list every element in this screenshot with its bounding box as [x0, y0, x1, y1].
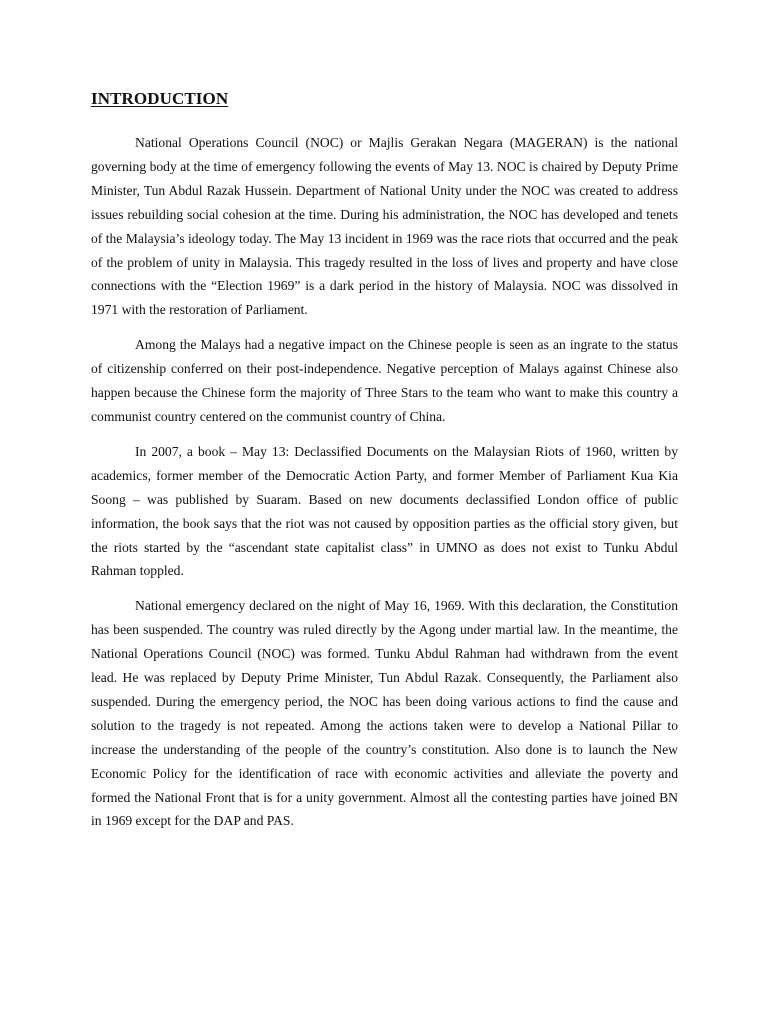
paragraph-malay-perception: Among the Malays had a negative impact on the Chinese people is seen as an ingrate to the status of citizenship conferred on their post-independence. Negative perception of Malays against Chinese also happen because the Chinese form the majority of Three Stars to the team who want to make this country a communist country centered on the communist country of China.: [91, 337, 678, 424]
paragraph-noc-overview: National Operations Council (NOC) or Majlis Gerakan Negara (MAGERAN) is the national governing body at the time of emergency following the events of May 13. NOC is chaired by Deputy Prime Minister, Tun Abdul Razak Hussein. Department of National Unity under the NOC was created to address issues rebuilding social cohesion at the time. During his administration, the NOC has developed and tenets of the Malaysia’s ideology today. The May 13 incident in 1969 was the race riots that occurred and the peak of the problem of unity in Malaysia. This tragedy resulted in the loss of lives and property and have close connections with the “Election 1969” is a dark period in the history of Malaysia. NOC was dissolved in 1971 with the restoration of Parliament.: [91, 135, 678, 318]
body-text: [91, 131, 678, 844]
paragraph-declassified-book: In 2007, a book – May 13: Declassified Documents on the Malaysian Riots of 1960, written by academics, former member of the Democratic Action Party, and former Member of Parliament Kua Kia Soong – was published by Suaram. Based on new documents declassified London office of public information, the book says that the riot was not caused by opposition parties as the official story given, but the riots started by the “ascendant state capitalist class” in UMNO as does not exist to Tunku Abdul Rahman toppled.: [91, 443, 678, 579]
section-heading: INTRODUCTION: [91, 89, 229, 108]
paragraph-national-emergency: National emergency declared on the night of May 16, 1969. With this declaration, the Constitution has been suspended. The country was ruled directly by the Agong under martial law. In the meantime, the National Operations Council (NOC) was formed. Tunku Abdul Rahman had withdrawn from the event lead. He was replaced by Deputy Prime Minister, Tun Abdul Razak. Consequently, the Parliament also suspended. During the emergency period, the NOC has been doing various actions to find the cause and solution to the tragedy is not repeated. Among the actions taken were to develop a National Pillar to increase the understanding of the people of the country’s constitution. Also done is to launch the New Economic Policy for the identification of race with economic activities and alleviate the poverty and formed the National Front that is for a unity government. Almost all the contesting parties have joined BN in 1969 except for the DAP and PAS.: [91, 598, 678, 829]
